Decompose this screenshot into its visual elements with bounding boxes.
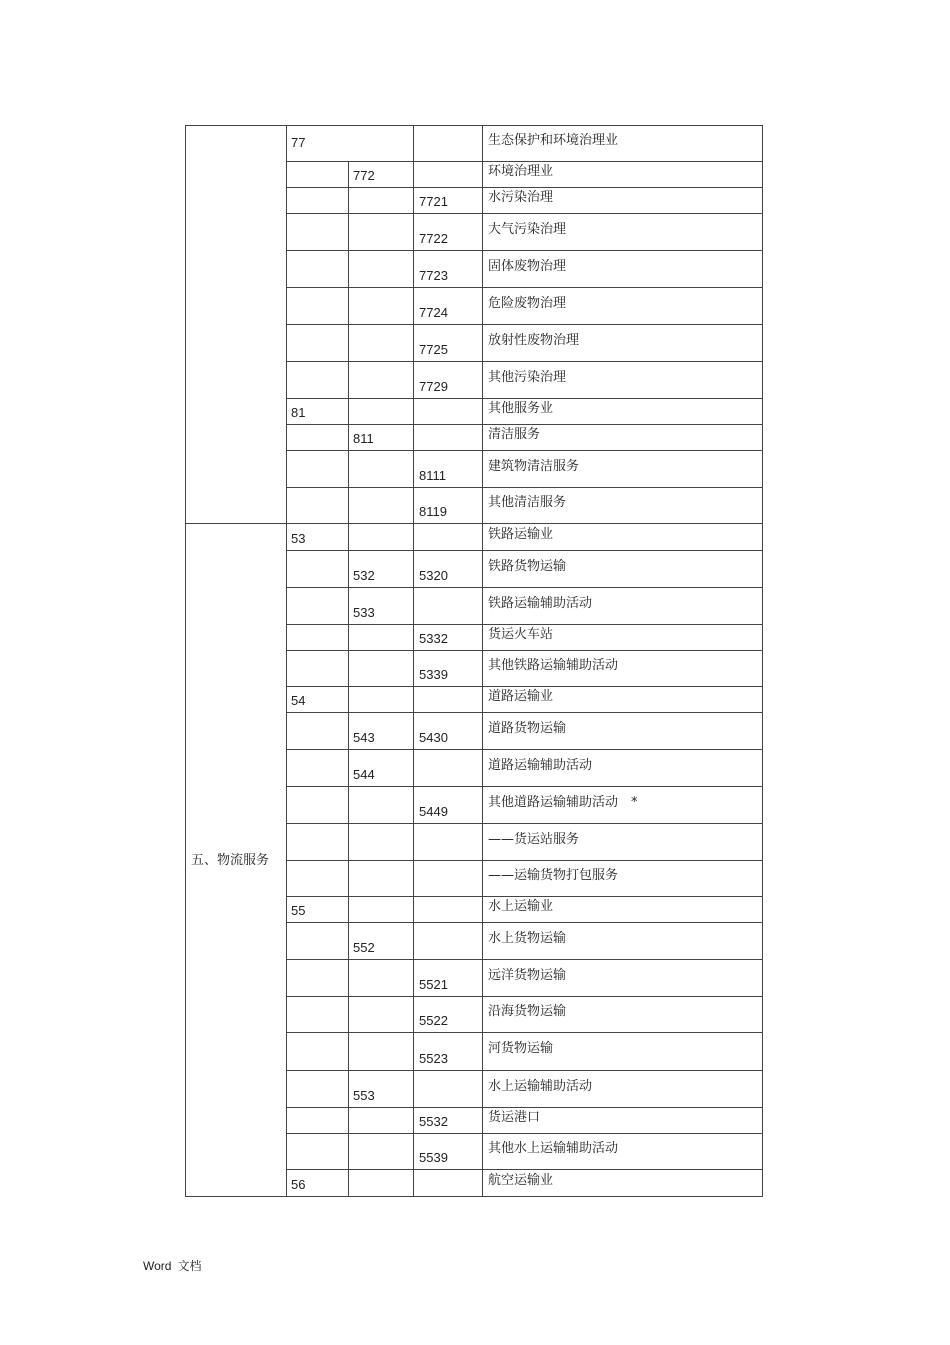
category-name: 道路货物运输 (488, 720, 567, 736)
code-level2: 532 (353, 568, 375, 583)
table-rule (286, 823, 287, 860)
category-name: 其他水上运输辅助活动 (488, 1141, 619, 1156)
table-rule (286, 749, 287, 786)
table-rule (286, 161, 762, 162)
table-rule (286, 959, 762, 960)
category-name: 水上运输业 (488, 899, 554, 914)
table-rule (286, 1032, 287, 1070)
code-level3: 7724 (419, 305, 448, 320)
table-rule (286, 1133, 762, 1134)
code-level1: 77 (291, 135, 306, 150)
table-rule (482, 1107, 483, 1133)
table-rule (413, 1032, 414, 1070)
category-name: 清洁服务 (488, 427, 541, 442)
table-rule (482, 487, 483, 523)
table-rule (482, 650, 483, 686)
code-level3: 7729 (419, 379, 448, 394)
table-rule (348, 161, 349, 187)
code-level2: 552 (353, 940, 375, 955)
code-level3: 7723 (419, 268, 448, 283)
table-rule (413, 250, 414, 287)
table-rule (482, 450, 483, 487)
table-rule (348, 361, 349, 398)
code-level3: 8111 (419, 468, 446, 483)
table-rule (286, 523, 287, 550)
code-level3: 5539 (419, 1150, 448, 1165)
table-rule (348, 823, 349, 860)
category-name: 生态保护和环境治理业 (488, 133, 619, 148)
category-name: 其他道路运输辅助活动 * (488, 794, 638, 810)
code-level3: 5339 (419, 667, 448, 682)
code-level2: 533 (353, 605, 375, 620)
table-rule (348, 1107, 349, 1133)
table-rule (286, 250, 287, 287)
code-level2: 811 (353, 431, 374, 446)
table-rule (482, 161, 483, 187)
table-rule (348, 523, 349, 550)
table-rule (286, 187, 287, 213)
table-rule (348, 450, 349, 487)
table-rule (286, 250, 762, 251)
table-rule (413, 823, 414, 860)
category-name: 货运港口 (488, 1110, 541, 1125)
section-label: 五、物流服务 (191, 853, 270, 868)
table-rule (348, 786, 349, 823)
table-rule (413, 324, 414, 361)
code-level3: 8119 (419, 504, 447, 519)
code-level3: 5521 (419, 977, 448, 992)
table-rule (482, 749, 483, 786)
table-rule (286, 523, 762, 524)
table-rule (482, 250, 483, 287)
category-name: 水污染治理 (488, 190, 554, 205)
table-rule (348, 650, 349, 686)
table-rule (348, 860, 349, 896)
table-rule (286, 587, 287, 624)
category-name: 货运火车站 (488, 627, 554, 642)
table-rule (348, 896, 349, 922)
table-rule (348, 712, 349, 749)
table-rule (286, 624, 287, 650)
table-rule (286, 1032, 762, 1033)
table-rule (286, 550, 762, 551)
table-rule (413, 487, 414, 523)
table-rule (286, 324, 287, 361)
table-rule (286, 624, 762, 625)
table-rule (286, 686, 287, 712)
table-rule (286, 686, 762, 687)
table-rule (413, 860, 414, 896)
category-name: 环境治理业 (488, 164, 554, 179)
category-name: 建筑物清洁服务 (488, 458, 580, 474)
category-name: 其他清洁服务 (488, 495, 567, 510)
table-rule (286, 324, 762, 325)
table-rule (286, 550, 287, 587)
table-rule (286, 1070, 762, 1071)
table-rule (413, 398, 414, 424)
category-name: 道路运输辅助活动 (488, 757, 593, 773)
table-rule (286, 650, 762, 651)
table-rule (286, 587, 762, 588)
table-rule (286, 650, 287, 686)
table-rule (482, 823, 483, 860)
code-level1: 53 (291, 531, 306, 546)
table-rule (185, 1196, 763, 1197)
table-rule (348, 1070, 349, 1107)
code-level3: 5332 (419, 631, 448, 646)
table-rule (413, 749, 414, 786)
category-name: 其他铁路运输辅助活动 (488, 658, 619, 673)
table-rule (286, 398, 287, 424)
table-rule (286, 213, 287, 250)
table-rule (286, 896, 762, 897)
table-rule (482, 213, 483, 250)
code-level3: 7725 (419, 342, 448, 357)
table-rule (348, 550, 349, 587)
table-rule (286, 712, 287, 749)
code-level1: 56 (291, 1177, 306, 1192)
table-rule (482, 896, 483, 922)
table-rule (286, 860, 762, 861)
table-rule (413, 450, 414, 487)
table-rule (348, 287, 349, 324)
table-rule (286, 487, 762, 488)
footer-doc: 文档 (177, 1259, 202, 1273)
category-name: ——货运站服务 (488, 831, 580, 847)
category-name: 航空运输业 (488, 1172, 554, 1188)
category-name: 其他污染治理 (488, 369, 567, 385)
table-rule (413, 287, 414, 324)
table-rule (286, 1169, 762, 1170)
table-rule (348, 624, 349, 650)
table-rule (482, 287, 483, 324)
table-rule (286, 287, 762, 288)
table-rule (482, 187, 483, 213)
table-rule (482, 424, 483, 450)
table-rule (413, 550, 414, 587)
table-rule (413, 161, 414, 187)
table-rule (286, 996, 762, 997)
code-level1: 81 (291, 405, 306, 420)
table-rule (413, 187, 414, 213)
code-level1: 55 (291, 903, 306, 918)
table-rule (413, 996, 414, 1032)
code-level1: 54 (291, 693, 306, 708)
table-rule (286, 361, 762, 362)
table-rule (286, 1107, 287, 1133)
table-rule (413, 786, 414, 823)
table-rule (286, 125, 287, 161)
table-rule (348, 749, 349, 786)
table-rule (413, 1070, 414, 1107)
category-name: 大气污染治理 (488, 221, 567, 237)
table-rule (413, 624, 414, 650)
table-rule (413, 650, 414, 686)
table-rule (482, 624, 483, 650)
table-rule (286, 1133, 287, 1169)
table-rule (413, 125, 414, 161)
category-name: 远洋货物运输 (488, 967, 567, 983)
table-rule (348, 1032, 349, 1070)
code-level2: 772 (353, 168, 375, 183)
table-rule (482, 860, 483, 896)
table-rule (286, 187, 762, 188)
table-rule (413, 1169, 414, 1196)
table-rule (482, 398, 483, 424)
table-rule (286, 896, 287, 922)
table-rule (482, 712, 483, 749)
table-rule (348, 187, 349, 213)
table-rule (482, 1070, 483, 1107)
table-rule (286, 450, 762, 451)
table-rule (482, 361, 483, 398)
table-rule (413, 523, 414, 550)
table-rule (482, 686, 483, 712)
table-rule (413, 1107, 414, 1133)
table-rule (286, 922, 762, 923)
footer-word: Word (143, 1259, 172, 1273)
page-footer (143, 1257, 201, 1274)
table-rule (286, 287, 287, 324)
code-level2: 543 (353, 730, 375, 745)
table-rule (348, 959, 349, 996)
category-name: ——运输货物打包服务 (488, 868, 619, 883)
table-rule (482, 587, 483, 624)
table-rule (348, 1133, 349, 1169)
table-rule (413, 896, 414, 922)
category-name: 铁路货物运输 (488, 558, 567, 574)
table-rule (286, 996, 287, 1032)
table-rule (348, 587, 349, 624)
table-rule (413, 686, 414, 712)
category-name: 水上货物运输 (488, 930, 567, 946)
table-rule (286, 487, 287, 523)
table-rule (286, 213, 762, 214)
table-rule (286, 450, 287, 487)
table-rule (286, 424, 287, 450)
code-level2: 544 (353, 767, 375, 782)
table-rule (286, 1107, 762, 1108)
table-rule (286, 398, 762, 399)
table-rule (413, 587, 414, 624)
table-rule (286, 1169, 287, 1196)
table-rule (482, 922, 483, 959)
table-rule (185, 125, 186, 1196)
code-level3: 5522 (419, 1013, 448, 1028)
table-rule (413, 922, 414, 959)
table-rule (482, 1032, 483, 1070)
table-rule (413, 424, 414, 450)
table-rule (348, 996, 349, 1032)
code-level3: 5449 (419, 804, 448, 819)
category-name: 道路运输业 (488, 689, 554, 704)
table-rule (286, 749, 762, 750)
code-level3: 5523 (419, 1051, 448, 1066)
table-rule (286, 1070, 287, 1107)
table-rule (482, 125, 483, 161)
table-rule (348, 922, 349, 959)
table-rule (348, 398, 349, 424)
table-rule (348, 686, 349, 712)
table-rule (185, 523, 286, 524)
table-rule (286, 424, 762, 425)
category-name: 河货物运输 (488, 1041, 554, 1056)
code-level3: 7721 (419, 194, 448, 209)
table-rule (286, 823, 762, 824)
category-name: 固体废物治理 (488, 258, 567, 274)
table-rule (482, 959, 483, 996)
table-rule (348, 424, 349, 450)
category-name: 危险废物治理 (488, 295, 567, 311)
table-rule (348, 1169, 349, 1196)
table-rule (286, 361, 287, 398)
table-rule (286, 712, 762, 713)
code-level3: 7722 (419, 231, 448, 246)
table-rule (348, 250, 349, 287)
table-rule (413, 959, 414, 996)
code-level2: 553 (353, 1088, 375, 1103)
table-rule (413, 712, 414, 749)
table-rule (482, 1133, 483, 1169)
category-name: 其他服务业 (488, 401, 554, 416)
table-rule (348, 487, 349, 523)
table-rule (482, 996, 483, 1032)
category-name: 水上运输辅助活动 (488, 1078, 593, 1094)
table-rule (286, 959, 287, 996)
table-rule (286, 922, 287, 959)
table-rule (348, 213, 349, 250)
category-name: 铁路运输辅助活动 (488, 595, 593, 611)
table-rule (286, 161, 287, 187)
code-level3: 5532 (419, 1114, 448, 1129)
table-rule (762, 125, 763, 1197)
category-name: 放射性废物治理 (488, 332, 580, 348)
code-level3: 5430 (419, 730, 448, 745)
category-name: 铁路运输业 (488, 526, 554, 542)
table-rule (286, 786, 287, 823)
code-level3: 5320 (419, 568, 448, 583)
table-rule (482, 523, 483, 550)
table-rule (482, 324, 483, 361)
table-rule (482, 1169, 483, 1196)
table-rule (286, 860, 287, 896)
table-rule (413, 1133, 414, 1169)
table-rule (413, 213, 414, 250)
table-rule (413, 361, 414, 398)
table-rule (348, 324, 349, 361)
table-rule (482, 550, 483, 587)
table-rule (185, 125, 762, 126)
table-rule (286, 786, 762, 787)
category-name: 沿海货物运输 (488, 1004, 567, 1019)
table-rule (482, 786, 483, 823)
